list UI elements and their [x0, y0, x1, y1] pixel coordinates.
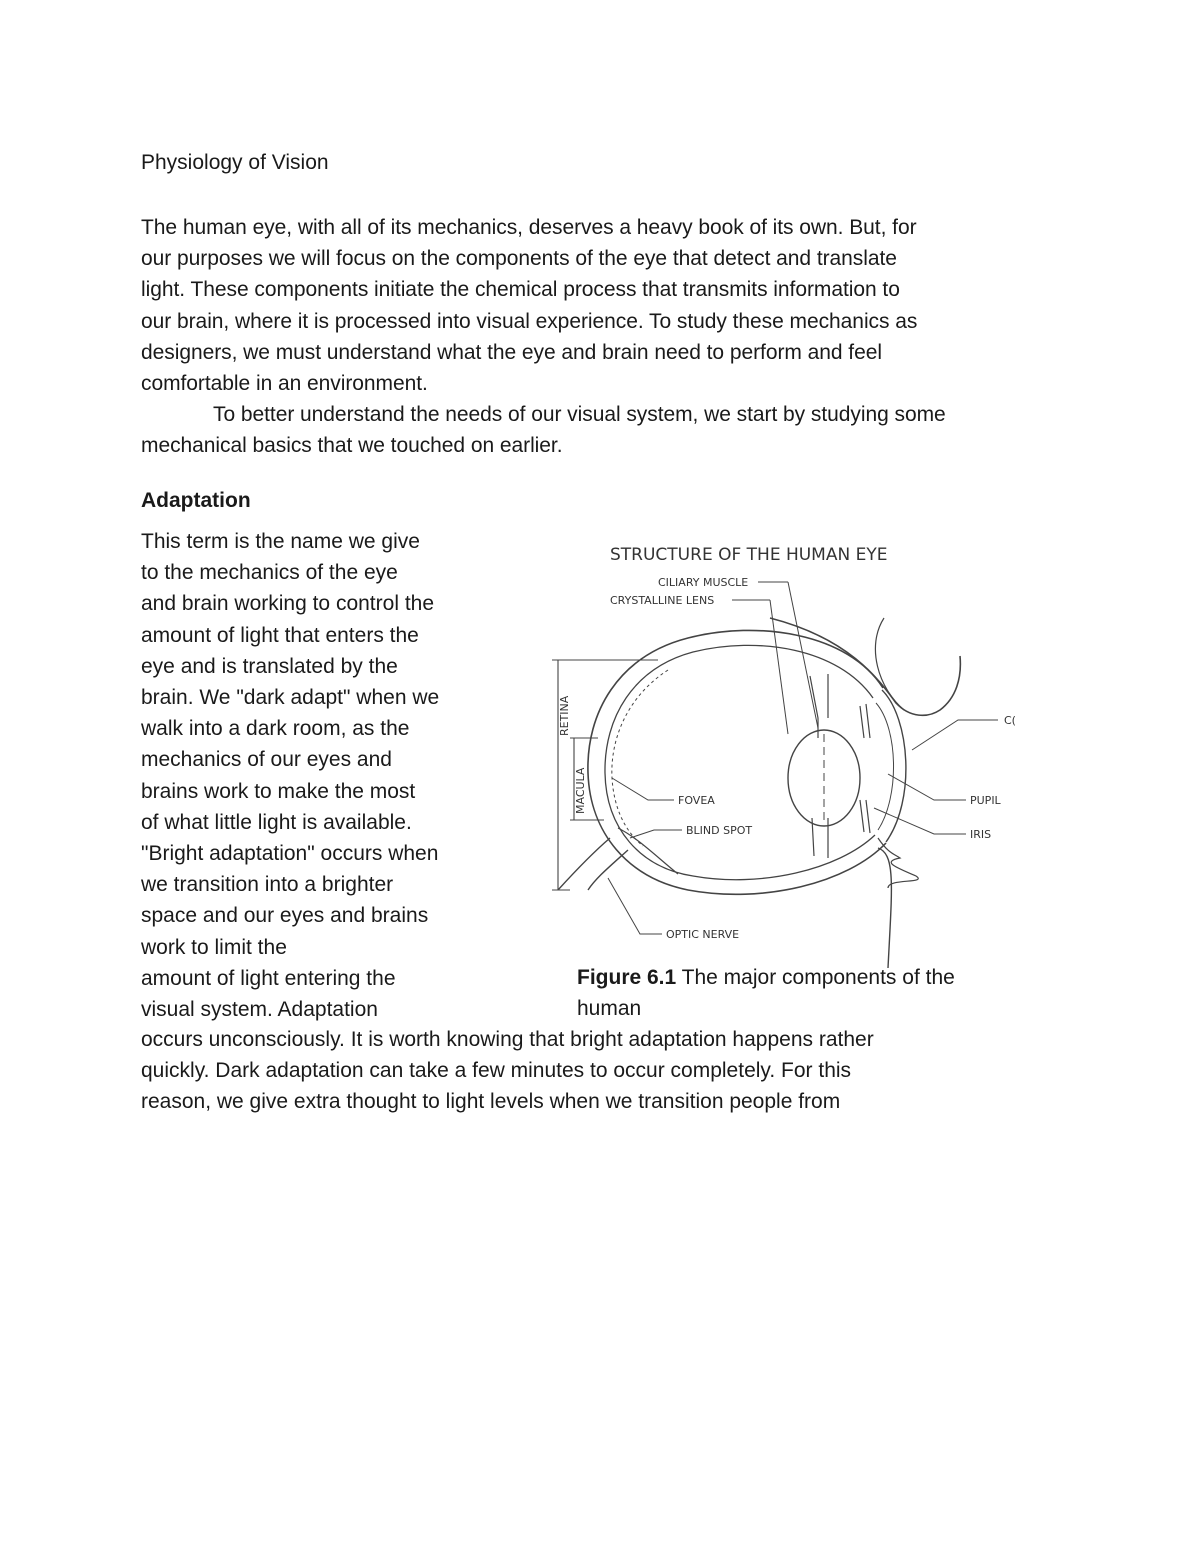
- caption-text: The major components of the: [676, 966, 955, 989]
- caption-figure-number: Figure 6.1: [577, 966, 677, 989]
- ciliary-body-upper: [810, 674, 828, 738]
- cornea-inner: [876, 703, 894, 830]
- eye-structure-figure: [548, 538, 1020, 970]
- leader-iris: [874, 808, 966, 834]
- label-cornea: C(: [1004, 714, 1016, 727]
- adaptation-line: amount of light that enters the: [141, 623, 419, 647]
- intro-line: our brain, where it is processed into visual experience. To study these mechanics as: [141, 309, 918, 333]
- adaptation-line: of what little light is available.: [141, 810, 412, 834]
- intro-line: comfortable in an environment.: [141, 372, 428, 396]
- iris-lower: [860, 800, 870, 833]
- adaptation-line: space and our eyes and brains: [141, 904, 429, 928]
- adaptation-line: work to limit the: [141, 935, 287, 959]
- intro-line: designers, we must understand what the eye and brain need to perform and feel: [141, 340, 882, 364]
- adaptation-line: brains work to make the most: [141, 779, 416, 803]
- leader-optic-nerve: [608, 878, 662, 934]
- eyelid-upper-outer: [875, 618, 904, 710]
- adaptation-line: we transition into a brighter: [141, 873, 394, 897]
- adaptation-line: mechanics of our eyes and: [141, 748, 392, 772]
- adaptation-column-text: [141, 526, 439, 1025]
- leader-fovea: [612, 778, 674, 800]
- label-retina: RETINA: [558, 695, 571, 736]
- eye-diagram-svg: [548, 538, 1020, 970]
- second-paragraph-line: mechanical basics that we touched on earlier.: [141, 434, 563, 458]
- figure-caption: [577, 962, 955, 1024]
- label-pupil: PUPIL: [970, 794, 1001, 807]
- label-fovea: FOVEA: [678, 794, 715, 807]
- eyelid-lower-outer: [878, 848, 891, 968]
- intro-line: light. These components initiate the chemical process that transmits information to: [141, 278, 900, 302]
- adaptation-line: This term is the name we give: [141, 530, 420, 553]
- label-ciliary-muscle: CILIARY MUSCLE: [658, 576, 749, 589]
- optic-nerve: [558, 838, 628, 890]
- leader-cornea: [912, 720, 998, 750]
- intro-line: The human eye, with all of its mechanics, deserves a heavy book of its own. But, for: [141, 216, 917, 239]
- continuation-paragraph: [141, 1024, 874, 1118]
- retina-layer: [612, 670, 668, 846]
- adaptation-line: and brain working to control the: [141, 592, 435, 616]
- adaptation-line: amount of light entering the: [141, 966, 396, 990]
- label-optic-nerve: OPTIC NERVE: [666, 928, 740, 941]
- continuation-line: occurs unconsciously. It is worth knowing that bright adaptation happens rather: [141, 1028, 874, 1051]
- label-iris: IRIS: [970, 828, 992, 841]
- eyelid-lower: [878, 838, 918, 888]
- eyeball-inner: [605, 645, 875, 879]
- iris-upper: [860, 704, 870, 738]
- adaptation-line: "Bright adaptation" occurs when: [141, 842, 439, 866]
- continuation-line: quickly. Dark adaptation can take a few minutes to occur completely. For this: [141, 1059, 852, 1083]
- caption-line: [577, 962, 955, 993]
- leader-pupil: [888, 774, 966, 800]
- adaptation-line: walk into a dark room, as the: [141, 717, 410, 741]
- document-title: Physiology of Vision: [141, 151, 329, 174]
- leader-blind-spot: [630, 830, 682, 838]
- continuation-line: reason, we give extra thought to light levels when we transition people from: [141, 1090, 841, 1114]
- intro-paragraph: [141, 212, 946, 462]
- section-heading-adaptation: Adaptation: [141, 489, 251, 512]
- caption-line-2: human: [577, 997, 642, 1021]
- adaptation-line: eye and is translated by the: [141, 654, 398, 678]
- adaptation-line: to the mechanics of the eye: [141, 561, 398, 585]
- intro-line: our purposes we will focus on the components of the eye that detect and translate: [141, 247, 897, 271]
- adaptation-line: visual system. Adaptation: [141, 998, 378, 1022]
- label-blind-spot: BLIND SPOT: [686, 824, 753, 837]
- eyeball-outer: [588, 630, 886, 894]
- figure-title: STRUCTURE OF THE HUMAN EYE: [610, 545, 888, 565]
- second-paragraph-line: To better understand the needs of our visual system, we start by studying some: [213, 403, 946, 427]
- adaptation-line: brain. We "dark adapt" when we: [141, 686, 440, 710]
- label-macula: MACULA: [574, 767, 587, 814]
- label-crystalline-lens: CRYSTALLINE LENS: [610, 594, 715, 607]
